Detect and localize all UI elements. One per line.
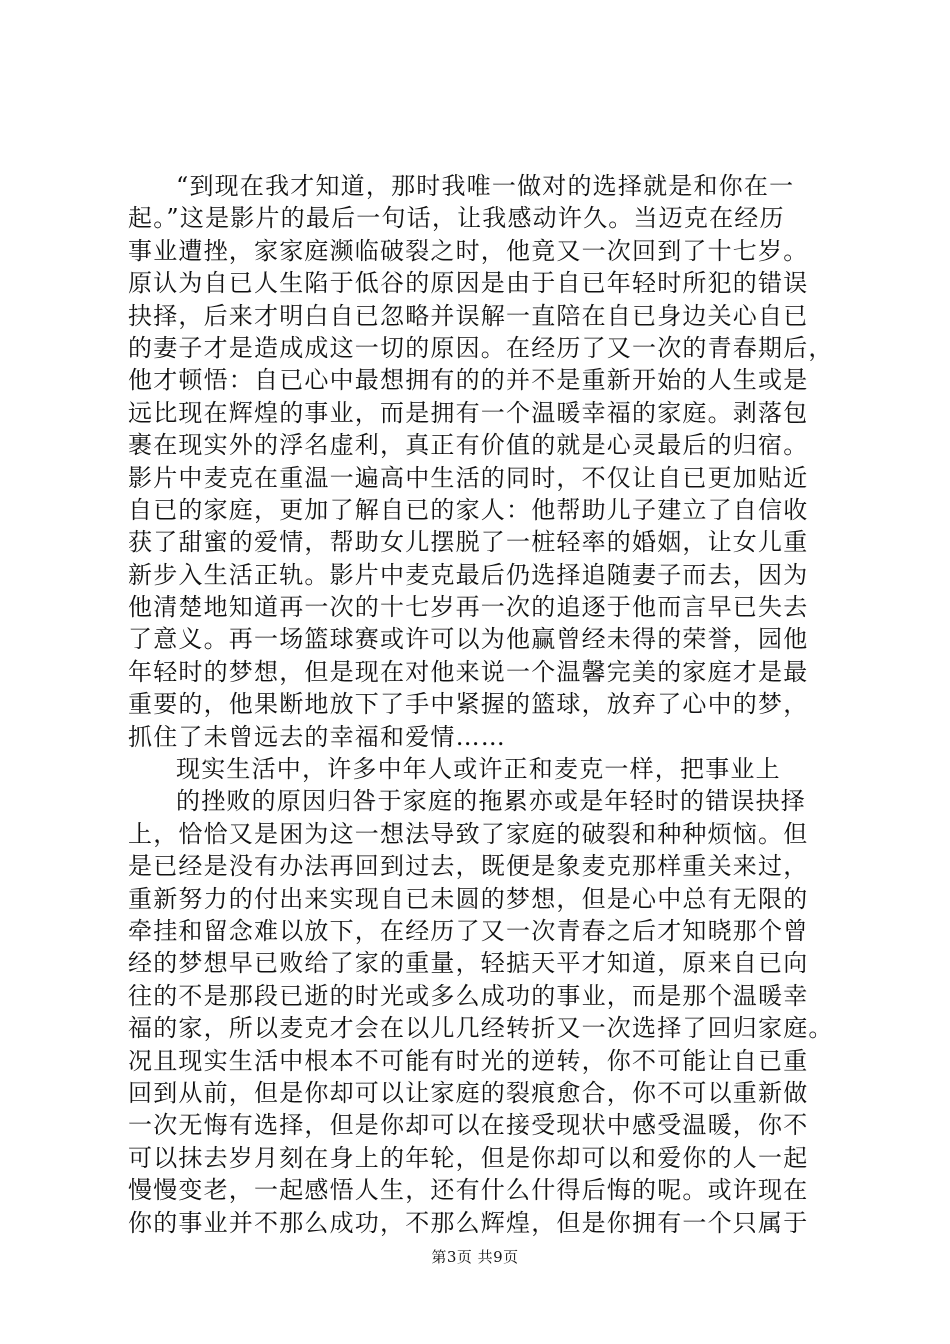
text-line: 的妻子才是造成成这一切的原因。在经历了又一次的青春期后， xyxy=(128,333,834,362)
text-line: 慢慢变老，一起感悟人生，还有什么什得后悔的呢。或许现在 xyxy=(128,1176,809,1205)
text-line: 往的不是那段已逝的时光或多么成功的事业，而是那个温暖幸 xyxy=(128,981,809,1010)
text-line: 他清楚地知道再一次的十七岁再一次的追逐于他而言早已失去 xyxy=(128,593,809,622)
text-line: 年轻时的梦想，但是现在对他来说一个温馨完美的家庭才是最 xyxy=(128,657,809,686)
text-line: 自已的家庭，更加了解自已的家人：他帮助儿子建立了自信收 xyxy=(128,495,809,524)
text-line: 现实生活中，许多中年人或许正和麦克一样，把事业上 xyxy=(176,755,781,784)
text-line: 起。”这是影片的最后一句话，让我感动许久。当迈克在经历 xyxy=(128,204,785,233)
page-footer: 第3页 共9页 xyxy=(431,1248,519,1266)
text-line: “到现在我才知道，那时我唯一做对的选择就是和你在一 xyxy=(176,172,795,200)
text-line: 重新努力的付出来实现自已未圆的梦想，但是心中总有无限的 xyxy=(128,884,809,913)
text-line: 新步入生活正轨。影片中麦克最后仍选择追随妻子而去，因为 xyxy=(128,560,809,589)
text-line: 了意义。再一场篮球赛或许可以为他赢曾经未得的荣誉，园他 xyxy=(128,625,809,654)
text-line: 获了甜蜜的爱情，帮助女儿摆脱了一桩轻率的婚姻，让女儿重 xyxy=(128,528,809,557)
text-line: 远比现在辉煌的事业，而是拥有一个温暖幸福的家庭。剥落包 xyxy=(128,398,809,427)
text-line: 牵挂和留念难以放下，在经历了又一次青春之后才知晓那个曾 xyxy=(128,916,809,945)
text-line: 你的事业并不那么成功，不那么辉煌，但是你拥有一个只属于 xyxy=(128,1208,809,1237)
text-line: 影片中麦克在重温一遍高中生活的同时，不仅让自已更加贴近 xyxy=(128,463,809,492)
text-line: 一次无悔有选择，但是你却可以在接受现状中感受温暖，你不 xyxy=(128,1111,809,1140)
text-line: 他才顿悟：自已心中最想拥有的的并不是重新开始的人生或是 xyxy=(128,366,809,395)
text-line: 裹在现实外的浮名虚利，真正有价值的就是心灵最后的归宿。 xyxy=(128,431,809,460)
text-line: 回到从前，但是你却可以让家庭的裂痕愈合，你不可以重新做 xyxy=(128,1078,809,1107)
text-line: 是已经是没有办法再回到过去，既便是象麦克那样重关来过， xyxy=(128,852,809,881)
text-line: 况且现实生活中根本不可能有时光的逆转，你不可能让自已重 xyxy=(128,1046,809,1075)
text-line: 抉择，后来才明白自已忽略并误解一直陪在自已身边关心自已 xyxy=(128,301,809,330)
text-line: 事业遭挫，家家庭濒临破裂之时，他竟又一次回到了十七岁。 xyxy=(128,236,809,265)
text-line: 原认为自已人生陷于低谷的原因是由于自已年轻时所犯的错误 xyxy=(128,269,809,298)
text-line: 福的家，所以麦克才会在以儿几经转折又一次选择了回归家庭。 xyxy=(128,1014,834,1043)
text-line: 可以抹去岁月刻在身上的年轮，但是你却可以和爱你的人一起 xyxy=(128,1143,809,1172)
text-line: 上，恰恰又是困为这一想法导致了家庭的破裂和种种烦恼。但 xyxy=(128,819,809,848)
text-line: 重要的，他果断地放下了手中紧握的篮球，放弃了心中的梦， xyxy=(128,690,809,719)
text-line: 经的梦想早已败给了家的重量，轻掂天平才知道，原来自已向 xyxy=(128,949,809,978)
text-line: 的挫败的原因归咎于家庭的拖累亦或是年轻时的错误抉择 xyxy=(176,787,806,816)
body-text xyxy=(128,170,834,1239)
text-line: 抓住了未曾远去的幸福和爱情…… xyxy=(128,722,506,751)
